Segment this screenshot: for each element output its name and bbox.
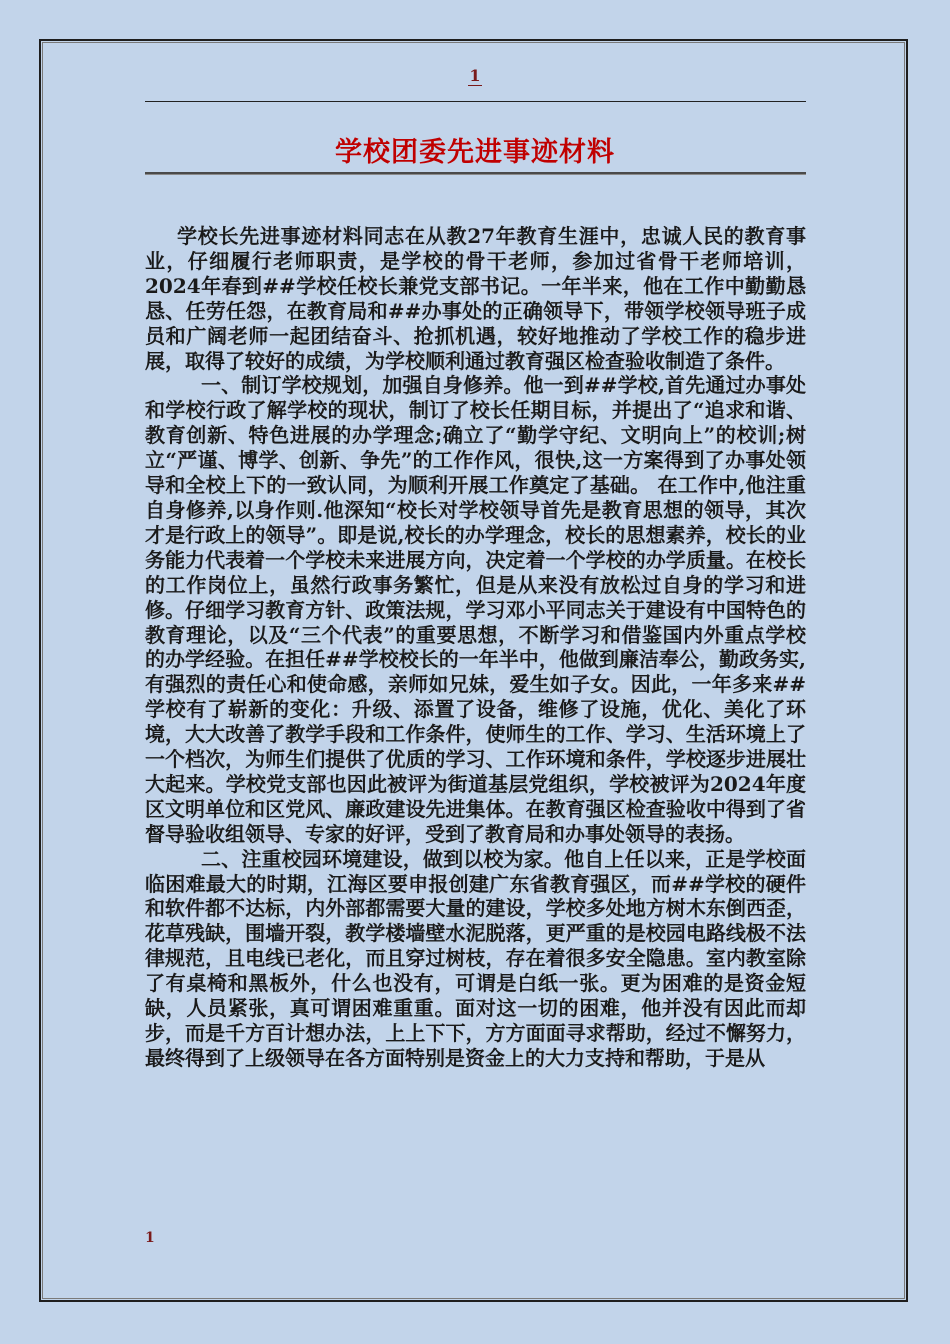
paragraph-section-one: 一、制订学校规划，加强自身修养。他一到##学校,首先通过办事处和学校行政了解学校的现状，制订了校长任期目标，并提出了“追求和谐、教育创新、特色进展的办学理念;确立了“勤学守纪、文明向上”的校训;树立“严谨、博学、创新、争先”的工作作风，很快,这一方案得到了办事处领导和全校上下的一致认同，为顺利开展工作奠定了基础。 在工作中,他注重自身修养,以身作则.他深知“校长对学校领导首先是教育思想的领导，其次才是行政上的领导”。即是说,校长的办学理念，校长的思想素养，校长的业务能力代表着一个学校未来进展方向，决定着一个学校的办学质量。在校长的工作岗位上，虽然行政事务繁忙，但是从来没有放松过自身的学习和进修。仔细学习教育方针、政策法规，学习邓小平同志关于建设有中国特色的教育理论，以及“三个代表”的重要思想，不断学习和借鉴国内外重点学校的办学经验。在担任##学校校长的一年半中，他做到廉洁奉公，勤政务实,有强烈的责任心和使命感，亲师如兄妹，爱生如子女。因此，一年多来##学校有了崭新的变化：升级、添置了设备，维修了设施，优化、美化了环境，大大改善了教学手段和工作条件，使师生的工作、学习、生活环境上了一个档次，为师生们提供了优质的学习、工作环境和条件，学校逐步进展壮大起来。学校党支部也因此被评为街道基层党组织，学校被评为2024年度区文明单位和区党风、廉政建设先进集体。在教育强区检查验收中得到了省督导验收组领导、专家的好评，受到了教育局和办事处领导的表扬。: [145, 373, 806, 846]
document-title: 学校团委先进事迹材料: [335, 137, 615, 168]
paragraph-section-two: 二、注重校园环境建设，做到以校为家。他自上任以来，正是学校面临困难最大的时期，江海区要申报创建广东省教育强区，而##学校的硬件和软件都不达标，内外部都需要大量的建设，学校多处地方树木东倒西歪，花草残缺，围墙开裂，教学楼墙壁水泥脱落，更严重的是校园电路线极不法律规范，且电线已老化，而且穿过树枝，存在着很多安全隐患。室内教室除了有桌椅和黑板外，什么也没有，可谓是白纸一张。更为困难的是资金短缺，人员紧张，真可谓困难重重。面对这一切的困难，他并没有因此而却步，而是千方百计想办法，上上下下，方方面面寻求帮助，经过不懈努力，最终得到了上级领导在各方面特别是资金上的大力支持和帮助，于是从: [145, 846, 806, 1070]
document-body: [145, 224, 806, 1071]
header-page-number-text: 1: [469, 66, 481, 85]
title-divider: [145, 172, 806, 174]
header-page-number: [0, 66, 950, 85]
paragraph-intro: 学校长先进事迹材料同志在从教27年教育生涯中，忠诚人民的教育事业，仔细履行老师职责，是学校的骨干老师，参加过省骨干老师培训，2024年春到##学校任校长兼党支部书记。一年半来，他在工作中勤勤恳恳、任劳任怨，在教育局和##办事处的正确领导下，带领学校领导班子成员和广阔老师一起团结奋斗、抢抓机遇，较好地推动了学校工作的稳步进展，取得了较好的成绩，为学校顺利通过教育强区检查验收制造了条件。: [145, 224, 806, 373]
footer-page-number: 1: [145, 1230, 155, 1246]
header-divider: [145, 101, 806, 102]
